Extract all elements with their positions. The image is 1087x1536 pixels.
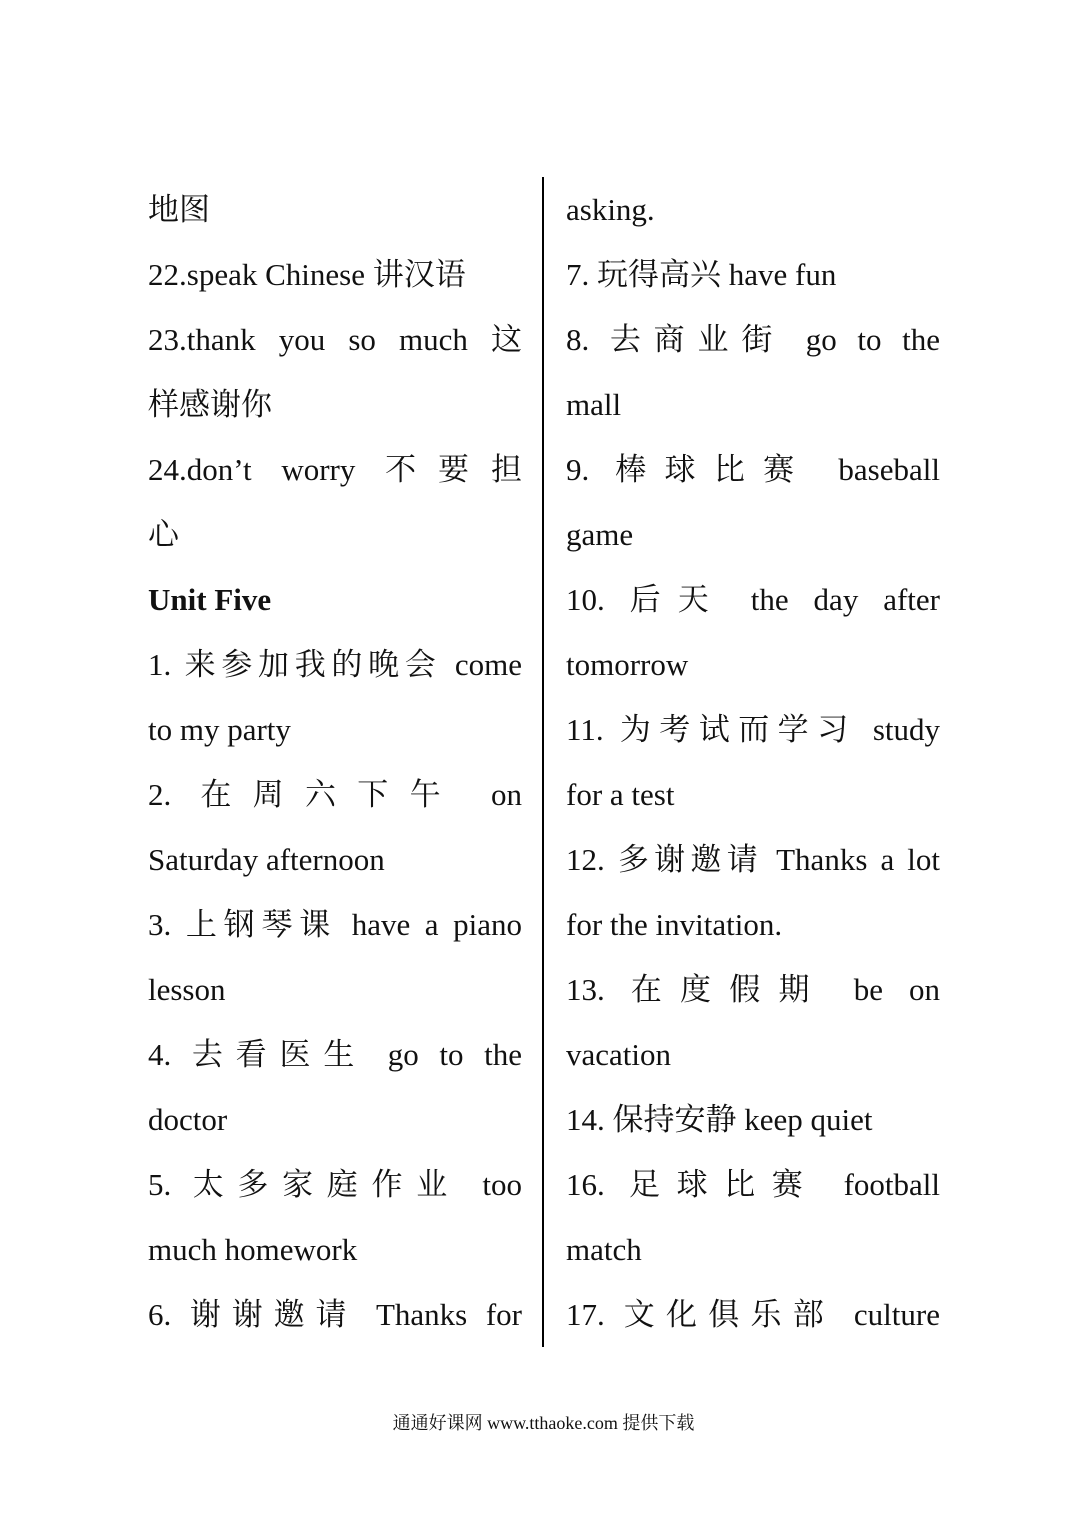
vocab-line: to my party: [148, 712, 291, 747]
vocab-line: much homework: [148, 1232, 358, 1267]
vocab-line: 地图: [148, 192, 210, 227]
vocab-line: doctor: [148, 1102, 228, 1137]
vocab-line: asking.: [566, 192, 655, 227]
vocab-line: mall: [566, 387, 622, 422]
vocab-line: for the invitation.: [566, 907, 783, 942]
vocab-line: 22.speak Chinese 讲汉语: [148, 257, 466, 292]
vocab-line: 6. 谢谢邀请 Thanks for: [148, 1297, 522, 1332]
vocab-line: game: [566, 517, 634, 552]
vocab-line: 24.don’t worry 不要担: [148, 452, 522, 487]
vocab-line: 4. 去看医生 go to the: [148, 1037, 522, 1072]
right-column: [566, 177, 940, 1347]
vocab-line: 10. 后天 the day after: [566, 582, 940, 617]
vocab-line: 8. 去商业街 go to the: [566, 322, 940, 357]
vocab-line: 3. 上钢琴课 have a piano: [148, 907, 522, 942]
left-column: [148, 177, 522, 1347]
vocab-line: 12. 多谢邀请 Thanks a lot: [566, 842, 940, 877]
vocab-line: vacation: [566, 1037, 672, 1072]
vocab-line: 样感谢你: [148, 387, 272, 422]
vocab-line: 7. 玩得高兴 have fun: [566, 257, 837, 292]
vocab-line: 13. 在度假期 be on: [566, 972, 940, 1007]
vocab-line: 2. 在周六下午 on: [148, 777, 522, 812]
vocab-line: 23.thank you so much 这: [148, 322, 522, 357]
vocab-line: Saturday afternoon: [148, 842, 385, 877]
column-divider: [542, 177, 544, 1347]
vocab-line: 17. 文化俱乐部 culture: [566, 1297, 940, 1332]
section-heading: Unit Five: [148, 582, 272, 617]
footer-credit: 通通好课网 www.tthaoke.com 提供下载: [392, 1413, 695, 1433]
vocab-line: 9. 棒球比赛 baseball: [566, 452, 940, 487]
vocab-line: tomorrow: [566, 647, 689, 682]
vocab-line: lesson: [148, 972, 226, 1007]
vocab-line: 1. 来参加我的晚会 come: [148, 647, 522, 682]
vocab-line: for a test: [566, 777, 675, 812]
vocab-line: 5. 太多家庭作业 too: [148, 1167, 522, 1202]
vocab-line: 16. 足球比赛 football: [566, 1167, 940, 1202]
vocab-line: match: [566, 1232, 642, 1267]
vocab-line: 心: [148, 517, 179, 552]
vocab-line: 11. 为考试而学习 study: [566, 712, 940, 747]
vocab-line: 14. 保持安静 keep quiet: [566, 1102, 873, 1137]
